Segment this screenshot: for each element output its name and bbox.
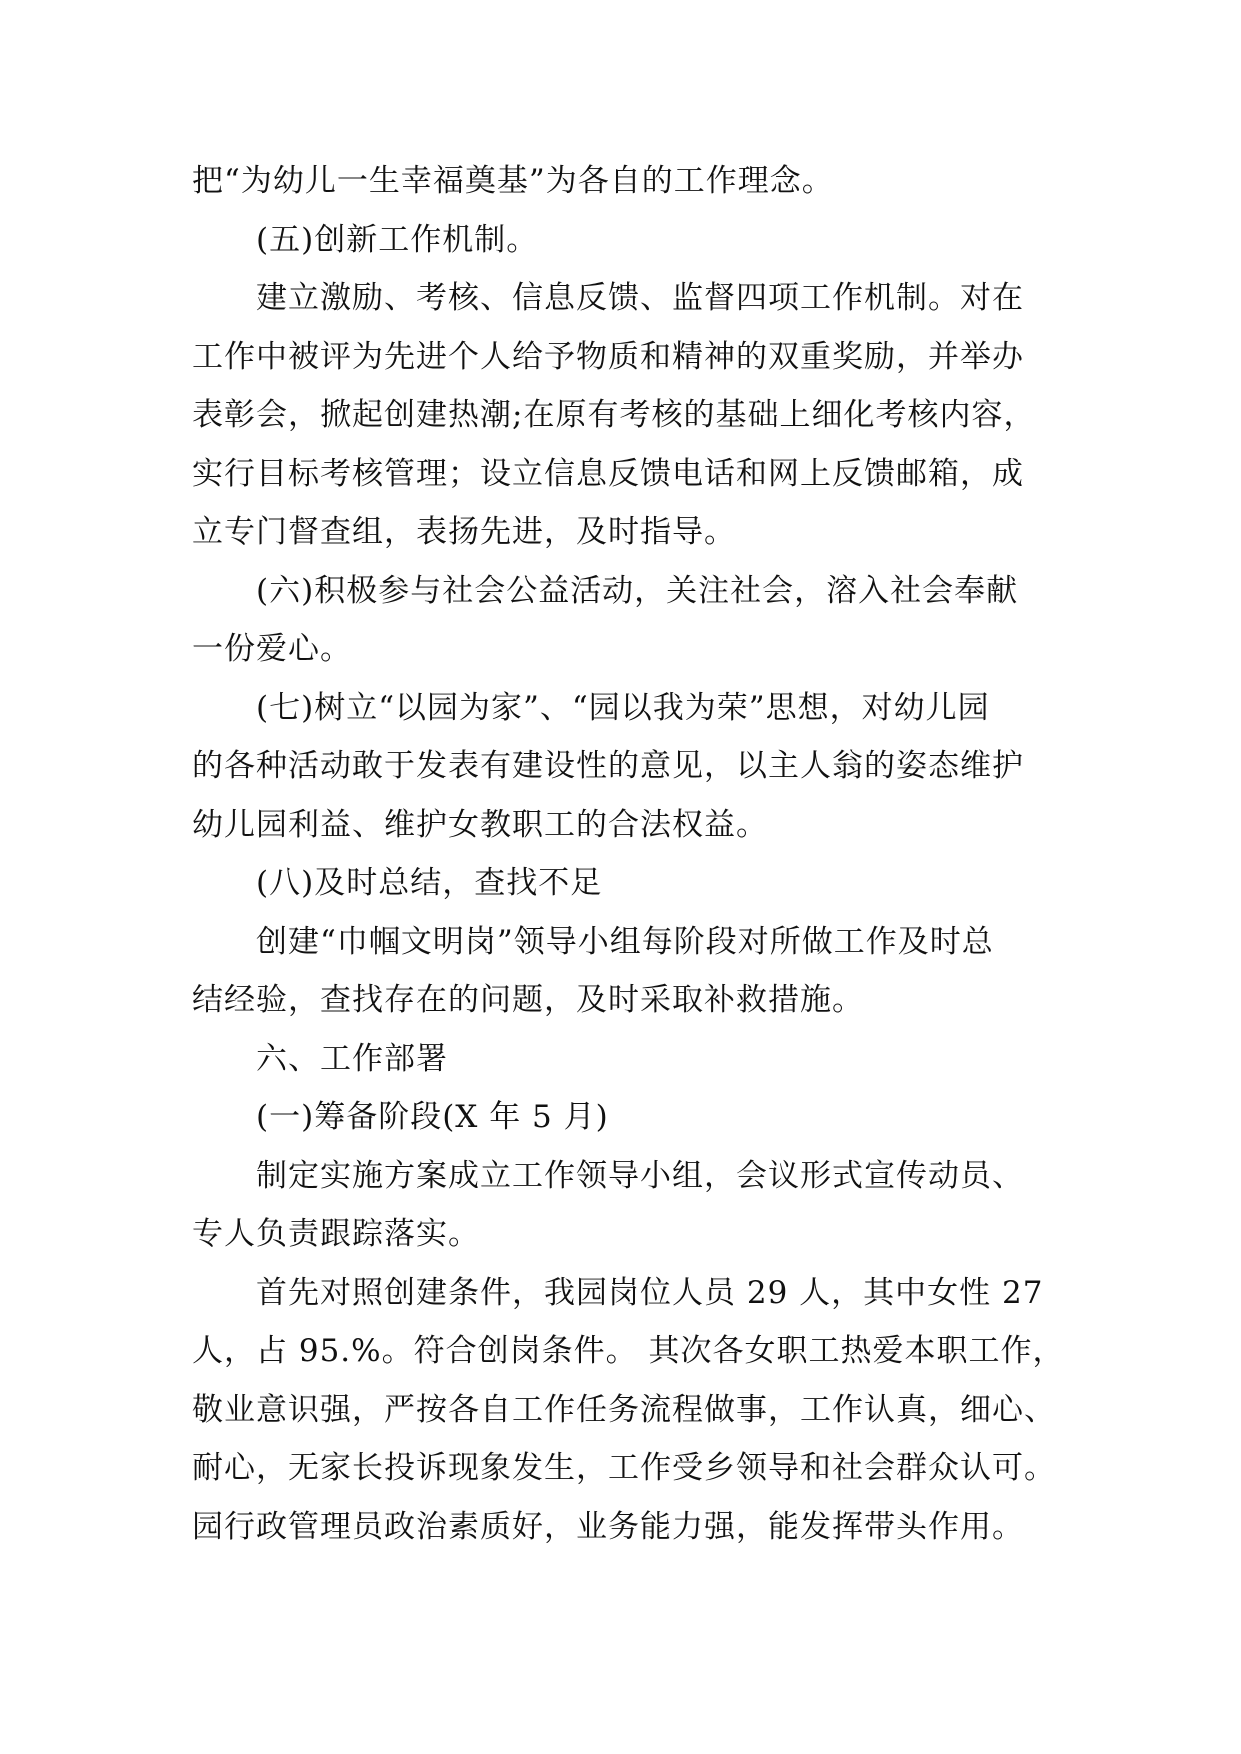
text-line: 建立激励、考核、信息反馈、监督四项工作机制。对在 [256, 280, 1024, 316]
text-line: 实行目标考核管理；设立信息反馈电话和网上反馈邮箱，成 [192, 455, 1024, 492]
text-line: 工作中被评为先进个人给予物质和精神的双重奖励，并举办 [192, 338, 1024, 375]
text-line: 园行政管理员政治素质好，业务能力强，能发挥带头作用。 [192, 1508, 1024, 1545]
text-line: (八)及时总结，查找不足 [256, 865, 603, 901]
text-line: 立专门督查组，表扬先进，及时指导。 [192, 514, 736, 550]
text-line: 结经验，查找存在的问题，及时采取补救措施。 [192, 982, 864, 1018]
text-line: 幼儿园利益、维护女教职工的合法权益。 [192, 806, 768, 843]
text-line: 的各种活动敢于发表有建设性的意见，以主人翁的姿态维护 [192, 748, 1024, 784]
text-line: 人，占 95.%。符合创岗条件。 其次各女职工热爱本职工作， [192, 1333, 1065, 1369]
text-line: (六)积极参与社会公益活动，关注社会，溶入社会奉献 [256, 572, 1019, 609]
text-line: 表彰会，掀起创建热潮;在原有考核的基础上细化考核内容， [192, 397, 1036, 433]
text-line: 首先对照创建条件，我园岗位人员 29 人，其中女性 27 [256, 1274, 1044, 1311]
text-line: 创建“巾帼文明岗”领导小组每阶段对所做工作及时总 [256, 923, 994, 960]
text-line: 专人负责跟踪落实。 [192, 1216, 480, 1252]
document-body [192, 152, 1072, 1556]
text-line: 把“为幼儿一生幸福奠基”为各自的工作理念。 [192, 163, 834, 199]
text-line: (一)筹备阶段(X 年 5 月) [256, 1099, 609, 1135]
text-line: 六、工作部署 [256, 1040, 448, 1077]
text-line: 制定实施方案成立工作领导小组，会议形式宣传动员、 [256, 1157, 1024, 1194]
text-line: (七)树立“以园为家”、“园以我为荣”思想，对幼儿园 [256, 689, 990, 726]
text-line: 一份爱心。 [192, 631, 352, 667]
text-line: (五)创新工作机制。 [256, 221, 539, 258]
text-line: 敬业意识强，严按各自工作任务流程做事，工作认真，细心、 [192, 1391, 1056, 1428]
text-line: 耐心，无家长投诉现象发生，工作受乡领导和社会群众认可。 [192, 1450, 1056, 1486]
